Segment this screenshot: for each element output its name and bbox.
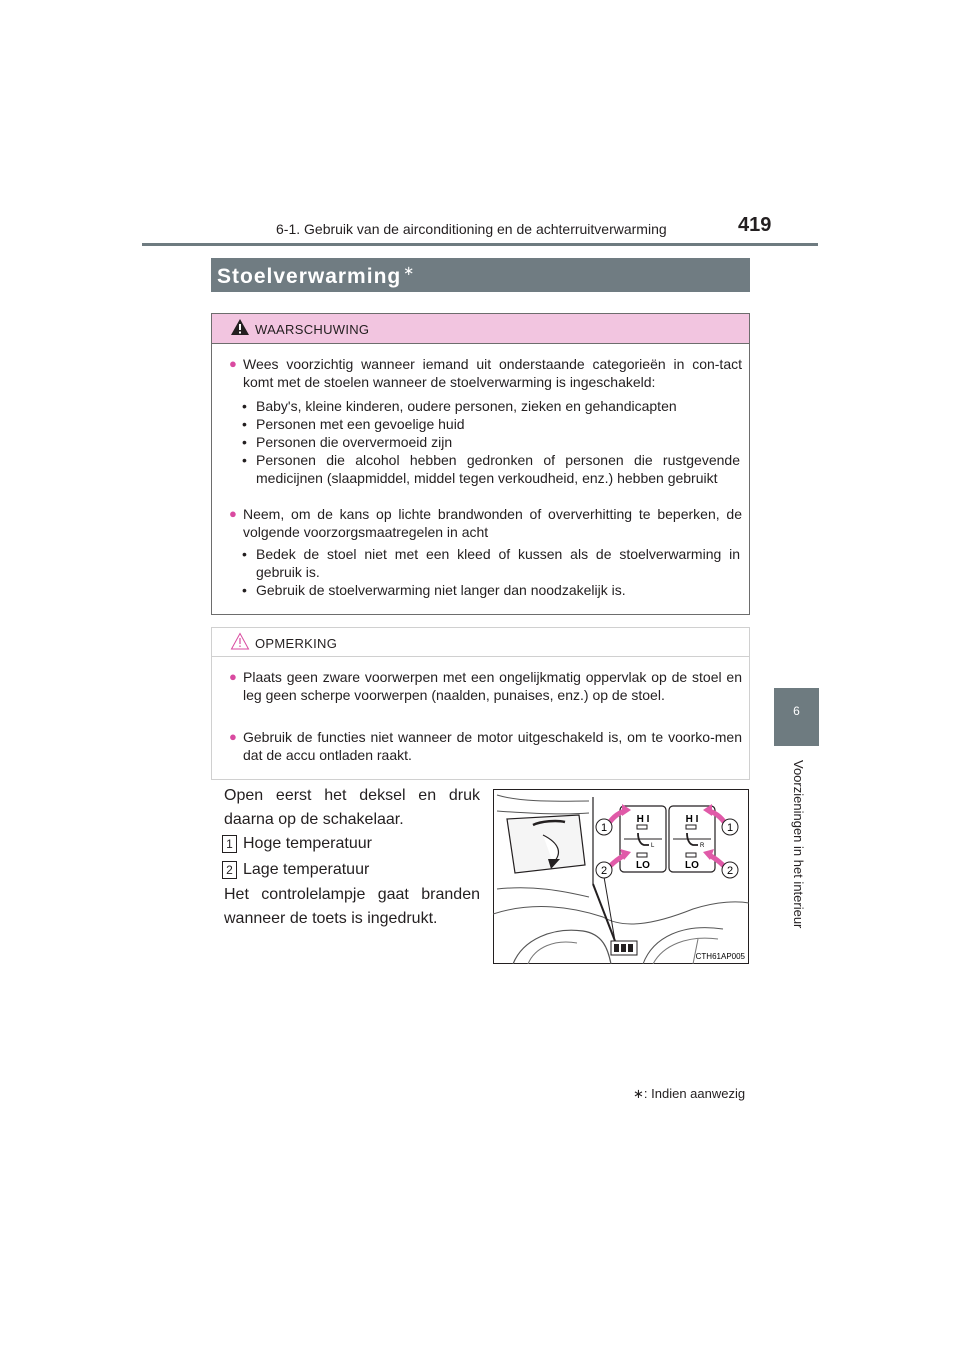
sub-bullet-icon: • [242, 546, 247, 562]
warning-bullet [229, 505, 742, 541]
figure-callout: 1 [726, 822, 734, 834]
note-bullet [229, 728, 742, 764]
note-bullet [229, 668, 742, 704]
note-bullet-text: Plaats geen zware voorwerpen met een ongelijkmatig oppervlak op de stoel en leg geen scherpe voorwerpen (naalden, punaises, enz.) op de stoel. [243, 669, 742, 703]
warning-subitem [242, 415, 740, 433]
left-seat-mark: L [651, 843, 655, 849]
section-title: 6-1. Gebruik van de airconditioning en de achterruitverwarming [276, 221, 667, 237]
warning-subitem-text: Personen die oververmoeid zijn [256, 434, 453, 450]
chapter-title: Voorzieningen in het interieur [791, 760, 806, 929]
seat-heater-illustration [493, 789, 749, 964]
warning-subitem [242, 433, 740, 451]
warning-subitem [242, 451, 740, 487]
warning-header [212, 314, 749, 344]
warning-bullet-text: Wees voorzichtig wanneer iemand uit onderstaande categorieën in con-tact komt met de stoelen wanneer de stoelverwarming is ingeschakeld: [243, 356, 742, 390]
hi-label-left: H I [636, 814, 650, 825]
bullet-dot-icon: ● [229, 506, 237, 521]
bullet-dot-icon: ● [229, 669, 237, 684]
page-title-text: Stoelverwarming [217, 265, 402, 288]
instruction-followup: Het controlelampje gaat branden wanneer de toets is ingedrukt. [224, 886, 480, 927]
warning-subitem [242, 545, 740, 581]
sub-bullet-icon: • [242, 452, 247, 468]
callout-number: 2 [222, 861, 237, 879]
figure-callout: 2 [600, 865, 608, 877]
note-header [212, 628, 749, 657]
sub-bullet-icon: • [242, 398, 247, 414]
warning-subitem-text: Baby's, kleine kinderen, oudere personen, zieken en gehandicapten [256, 398, 677, 414]
warning-subitem-text: Personen met een gevoelige huid [256, 416, 465, 432]
note-bullet-text: Gebruik de functies niet wanneer de motor uitgeschakeld is, om te voorko-men dat de accu ontladen raakt. [243, 729, 742, 763]
header-divider [142, 243, 818, 246]
warning-subitem-text: Bedek de stoel niet met een kleed of kussen als de stoelverwarming in gebruik is. [256, 546, 740, 580]
item-label: Hoge temperatuur [243, 835, 372, 852]
bullet-dot-icon: ● [229, 356, 237, 371]
figure-code: CTH61AP005 [695, 952, 745, 961]
warning-subitem [242, 397, 740, 415]
hi-label-right: H I [685, 814, 699, 825]
warning-bullet-text: Neem, om de kans op lichte brandwonden of oververhitting te beperken, de volgende voorzorgsmaatregelen in acht [243, 506, 742, 540]
warning-label: WAARSCHUWING [255, 322, 370, 337]
bullet-dot-icon: ● [229, 729, 237, 744]
title-bar [211, 258, 750, 292]
warning-subitem-text: Personen die alcohol hebben gedronken of personen die rustgevende medicijnen (slaapmiddel, middel tegen verkoudheid, enz.) hebben gebruikt [256, 452, 740, 486]
figure-callout: 2 [726, 865, 734, 877]
callout-number: 1 [222, 835, 237, 853]
caution-icon [230, 632, 250, 650]
footnote [633, 1086, 745, 1102]
page-title [217, 263, 415, 289]
footnote-text: : Indien aanwezig [643, 1086, 746, 1101]
lo-label-right: LO [685, 860, 699, 871]
sub-bullet-icon: • [242, 434, 247, 450]
figure-callout: 1 [600, 822, 608, 834]
warning-subitem [242, 581, 740, 599]
warning-bullet [229, 355, 742, 391]
note-label: OPMERKING [255, 636, 338, 651]
right-seat-mark: R [700, 843, 705, 849]
title-asterisk: ∗ [403, 263, 416, 278]
lo-label-left: LO [636, 860, 650, 871]
warning-subitem-text: Gebruik de stoelverwarming niet langer dan noodzakelijk is. [256, 582, 626, 598]
sub-bullet-icon: • [242, 582, 247, 598]
page-number: 419 [738, 214, 772, 236]
footnote-mark: ∗ [633, 1086, 644, 1101]
item-label: Lage temperatuur [243, 861, 370, 878]
chapter-tab: 6 [774, 688, 819, 746]
sub-bullet-icon: • [242, 416, 247, 432]
warning-icon [230, 318, 250, 336]
instruction-intro: Open eerst het deksel en druk daarna op de schakelaar. [224, 787, 480, 828]
